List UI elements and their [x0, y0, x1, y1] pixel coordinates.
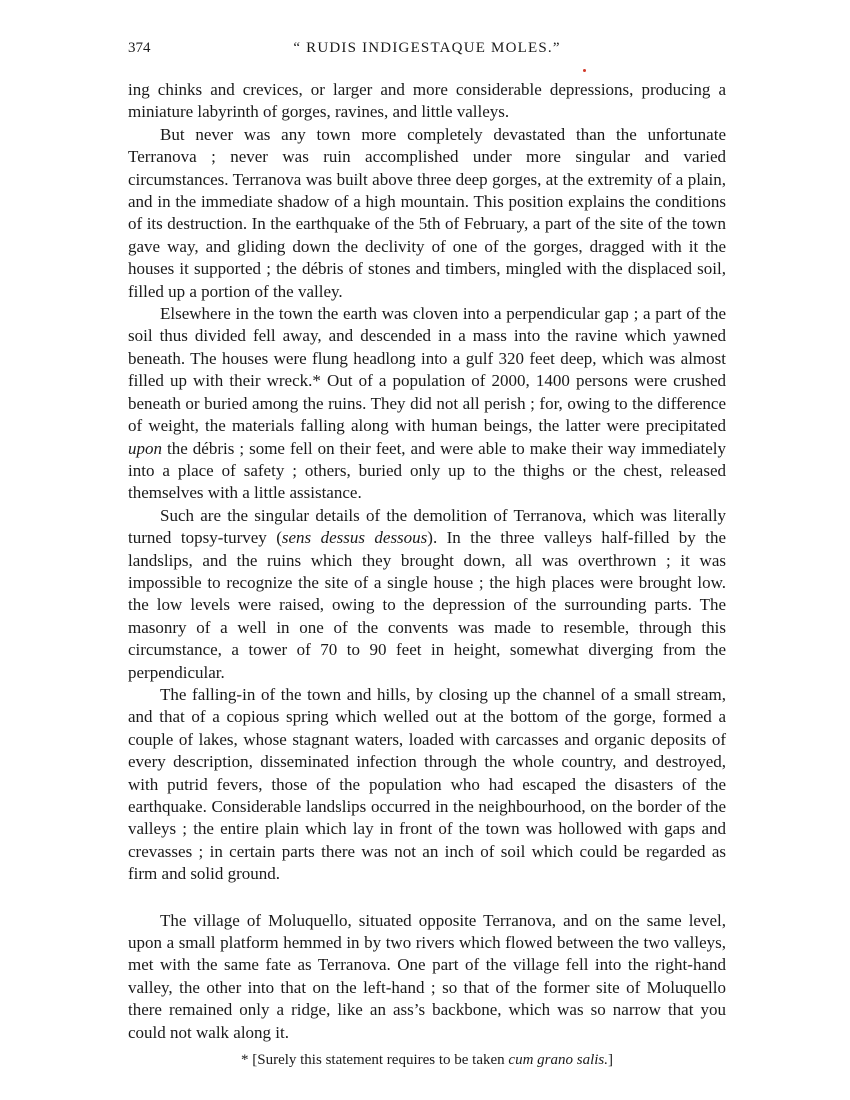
paragraph-moluquello: The village of Moluquello, situated opposite Terranova, and on the same level, upon a small platform hemmed in by two rivers which flowed between the two valleys, met with the same fate as Terranova. One part of the village fell into the right-hand valley, the other into that on the left-hand ; so that of the former site of Moluquello there remained only a ridge, like an ass’s backbone, which was so narrow that you could not walk along it.	[128, 910, 726, 1042]
paragraph-perpendicular-gap: Elsewhere in the town the earth was cloven into a perpendicular gap ; a part of the soil thus divided fell away, and descended in a mass into the ravine which yawned beneath. The houses were flung headlong into a gulf 320 feet deep, which was almost filled up with their wreck.* Out of a population of 2000, 1400 persons were crushed beneath or buried among the ruins. They did not all perish ; for, owing to the difference of weight, the materials falling along with human beings, the latter were precipitated upon the débris ; some fell on their feet, and were able to make their way immediately into a place of safety ; others, buried only up to the thighs or the chest, released themselves with a little assistance.	[128, 304, 726, 503]
italic-sens-dessus-dessous: sens dessus dessous	[281, 528, 428, 548]
section-gap	[128, 886, 726, 910]
paragraph-terranova-devastation: But never was any town more completely devastated than the unfortunate Terranova ; never was ruin accomplished under more singular and varied circumstances. Terranova was built above three deep gorges, at the extremity of a plain, and in the immediate shadow of a high mountain. This position explains the conditions of its destruction. In the earthquake of the 5th of February, a part of the site of the town gave way, and gliding down the declivity of one of the gorges, dragged with it the houses it supported ; the débris of stones and timbers, mingled with the displaced soil, filled up a portion of the valley.	[128, 124, 726, 301]
ink-speck	[583, 69, 586, 72]
italic-upon: upon	[128, 438, 162, 458]
footnote: * [Surely this statement requires to be taken cum grano salis.]	[240, 1052, 614, 1068]
paragraph-topsy-turvey: Such are the singular details of the demolition of Terranova, which was literally turned topsy-turvey (sens dessus dessous). In the three valleys half-filled by the landslips, and the ruins which they brought down, all was overthrown ; it was impossible to recognize the site of a single house ; the high places were brought low. the low levels were raised, owing to the depression of the surrounding parts. The masonry of a well in one of the convents was made to resemble, through this circumstance, a tower of 70 to 90 feet in height, somewhat diverging from the perpendicular.	[128, 505, 726, 682]
paragraph-continuation: ing chinks and crevices, or larger and more considerable depressions, producing a miniature labyrinth of gorges, ravines, and little valleys.	[128, 80, 726, 122]
running-title: “ RUDIS INDIGESTAQUE MOLES.”	[293, 40, 561, 56]
italic-cum-grano-salis: cum grano salis.	[508, 1052, 609, 1068]
paragraph-lakes-and-landslips: The falling-in of the town and hills, by closing up the channel of a small stream, and that of a copious spring which welled out at the bottom of the gorge, formed a couple of lakes, whose stagnant waters, loaded with carcasses and organic deposits of every description, disseminated infection through the whole country, and destroyed, with putrid fevers, those of the population who had escaped the disasters of the earthquake. Considerable landslips occurred in the neighbourhood, on the border of the valleys ; the entire plain which lay in front of the town was hollowed with gaps and crevasses ; in certain parts there was not an inch of soil which could be regarded as firm and solid ground.	[128, 684, 726, 884]
page-header	[128, 38, 726, 58]
body-text	[128, 79, 726, 1044]
page-number: 374	[128, 40, 151, 56]
